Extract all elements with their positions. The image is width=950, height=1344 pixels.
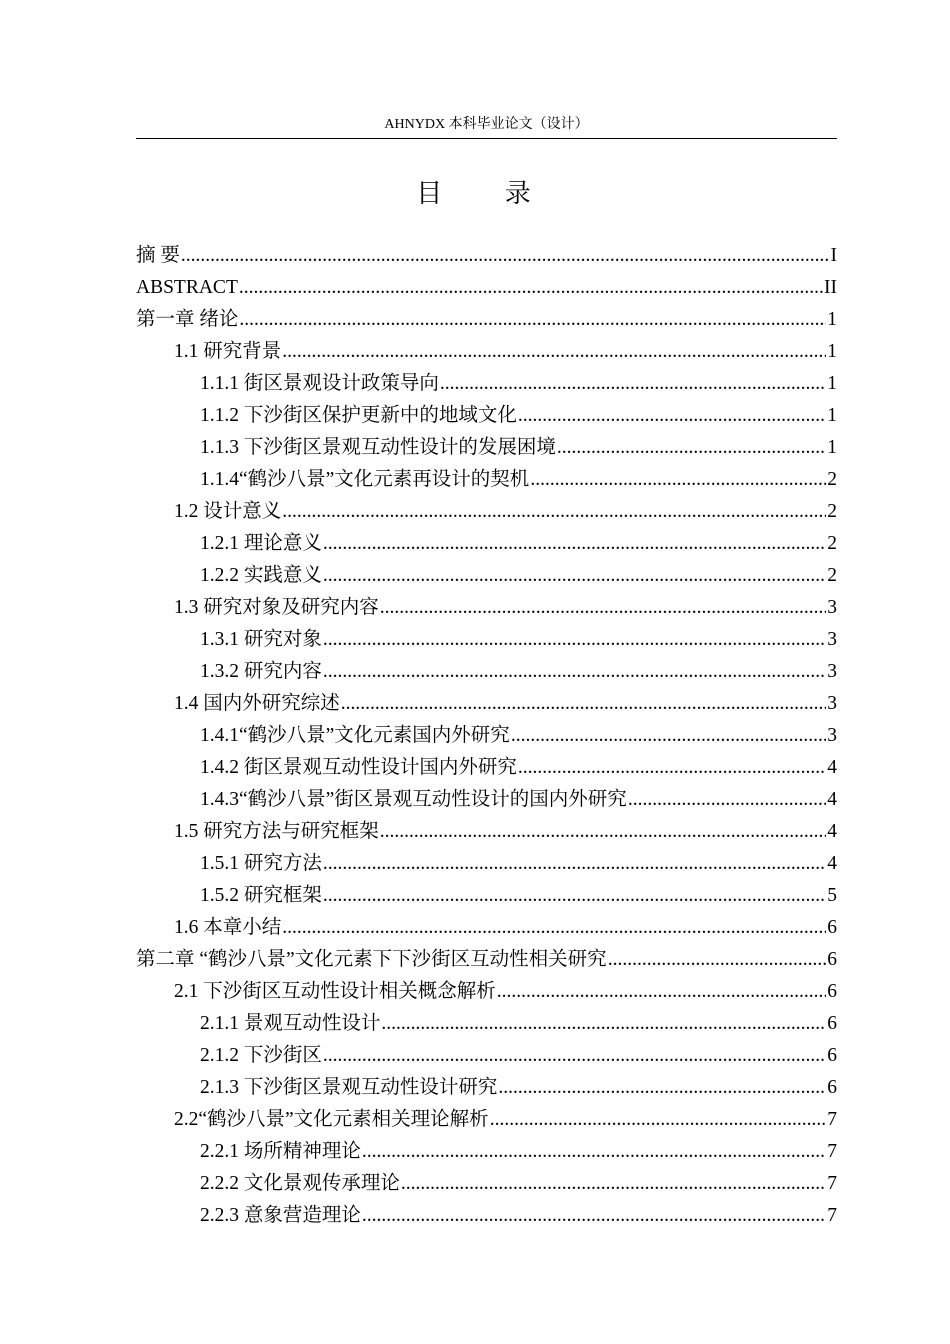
toc-entry[interactable] bbox=[136, 240, 837, 272]
toc-entry-page-number: I bbox=[830, 245, 837, 266]
toc-entry[interactable] bbox=[136, 1104, 837, 1136]
toc-entry-label: 1.5.1 研究方法 bbox=[200, 853, 322, 874]
toc-entry-page-number: 6 bbox=[827, 1045, 837, 1066]
toc-entry-page-number: 1 bbox=[827, 341, 837, 362]
toc-entry-label: 1.6 本章小结 bbox=[174, 917, 282, 938]
toc-entry-label: 1.3.1 研究对象 bbox=[200, 629, 322, 650]
toc-entry-label: 1.5.2 研究框架 bbox=[200, 885, 322, 906]
toc-entry-page-number: 7 bbox=[827, 1173, 837, 1194]
toc-dot-leader bbox=[341, 688, 826, 720]
toc-entry[interactable] bbox=[136, 560, 837, 592]
toc-entry[interactable] bbox=[136, 912, 837, 944]
toc-entry-page-number: 7 bbox=[827, 1109, 837, 1130]
toc-entry-page-number: 6 bbox=[827, 917, 837, 938]
toc-entry[interactable] bbox=[136, 624, 837, 656]
toc-dot-leader bbox=[518, 752, 826, 784]
toc-entry-page-number: 6 bbox=[827, 981, 837, 1002]
toc-entry-page-number: 4 bbox=[827, 789, 837, 810]
toc-entry-page-number: 1 bbox=[827, 437, 837, 458]
toc-dot-leader bbox=[323, 560, 826, 592]
toc-entry-label: 1.1.1 街区景观设计政策导向 bbox=[200, 373, 439, 394]
toc-dot-leader bbox=[282, 496, 826, 528]
toc-entry-label: 摘 要 bbox=[136, 245, 180, 266]
toc-dot-leader bbox=[490, 1104, 827, 1136]
toc-dot-leader bbox=[362, 1136, 826, 1168]
toc-entry-page-number: 2 bbox=[827, 501, 837, 522]
toc-dot-leader bbox=[440, 368, 826, 400]
toc-entry-page-number: II bbox=[824, 277, 837, 298]
toc-entry-label: 1.1 研究背景 bbox=[174, 341, 282, 362]
toc-entry[interactable] bbox=[136, 1008, 837, 1040]
toc-entry-page-number: 7 bbox=[827, 1205, 837, 1226]
toc-entry-label: 第一章 绪论 bbox=[136, 309, 239, 330]
toc-dot-leader bbox=[608, 944, 827, 976]
toc-entry[interactable] bbox=[136, 1200, 837, 1232]
toc-entry-page-number: 7 bbox=[827, 1141, 837, 1162]
toc-entry-page-number: 1 bbox=[827, 373, 837, 394]
toc-entry-label: 1.4.3“鹤沙八景”街区景观互动性设计的国内外研究 bbox=[200, 789, 627, 810]
toc-entry[interactable] bbox=[136, 304, 837, 336]
toc-dot-leader bbox=[380, 592, 826, 624]
toc-dot-leader bbox=[323, 848, 826, 880]
toc-dot-leader bbox=[381, 1008, 826, 1040]
toc-entry[interactable] bbox=[136, 1136, 837, 1168]
toc-entry-label: 2.1 下沙街区互动性设计相关概念解析 bbox=[174, 981, 496, 1002]
toc-dot-leader bbox=[362, 1200, 826, 1232]
toc-entry-label: 2.2.1 场所精神理论 bbox=[200, 1141, 361, 1162]
toc-dot-leader bbox=[530, 464, 826, 496]
toc-dot-leader bbox=[282, 912, 826, 944]
toc-dot-leader bbox=[239, 272, 823, 304]
toc-dot-leader bbox=[323, 528, 826, 560]
toc-entry[interactable] bbox=[136, 336, 837, 368]
toc-entry-label: 2.2“鹤沙八景”文化元素相关理论解析 bbox=[174, 1109, 489, 1130]
toc-entry-label: 1.4.2 街区景观互动性设计国内外研究 bbox=[200, 757, 517, 778]
toc-entry-label: 1.2 设计意义 bbox=[174, 501, 282, 522]
toc-entry[interactable] bbox=[136, 400, 837, 432]
toc-dot-leader bbox=[323, 624, 826, 656]
toc-entry-page-number: 5 bbox=[827, 885, 837, 906]
toc-entry[interactable] bbox=[136, 272, 837, 304]
toc-entry[interactable] bbox=[136, 816, 837, 848]
toc-entry-label: ABSTRACT bbox=[136, 277, 238, 298]
toc-entry-page-number: 3 bbox=[827, 661, 837, 682]
toc-entry-page-number: 2 bbox=[827, 565, 837, 586]
toc-entry-label: 1.5 研究方法与研究框架 bbox=[174, 821, 379, 842]
toc-entry[interactable] bbox=[136, 496, 837, 528]
toc-entry-page-number: 3 bbox=[827, 629, 837, 650]
toc-dot-leader bbox=[282, 336, 826, 368]
toc-title: 目 录 bbox=[416, 179, 559, 208]
toc-entry[interactable] bbox=[136, 592, 837, 624]
toc-entry-label: 1.2.1 理论意义 bbox=[200, 533, 322, 554]
toc-entry-page-number: 3 bbox=[827, 725, 837, 746]
toc-entry-label: 1.1.2 下沙街区保护更新中的地域文化 bbox=[200, 405, 517, 426]
toc-dot-leader bbox=[323, 1040, 826, 1072]
toc-entry-label: 第二章 “鹤沙八景”文化元素下下沙街区互动性相关研究 bbox=[136, 949, 607, 970]
toc-entry[interactable] bbox=[136, 464, 837, 496]
toc-entry-label: 1.4.1“鹤沙八景”文化元素国内外研究 bbox=[200, 725, 510, 746]
toc-entry-page-number: 6 bbox=[827, 1077, 837, 1098]
toc-dot-leader bbox=[497, 976, 826, 1008]
toc-dot-leader bbox=[401, 1168, 826, 1200]
toc-entry[interactable] bbox=[136, 528, 837, 560]
toc-entry-label: 1.4 国内外研究综述 bbox=[174, 693, 340, 714]
toc-entry-label: 1.2.2 实践意义 bbox=[200, 565, 322, 586]
toc-entry-page-number: 3 bbox=[827, 693, 837, 714]
toc-entry[interactable] bbox=[136, 1168, 837, 1200]
toc-dot-leader bbox=[323, 880, 826, 912]
toc-dot-leader bbox=[181, 240, 830, 272]
toc-dot-leader bbox=[498, 1072, 826, 1104]
toc-entry-page-number: 4 bbox=[827, 853, 837, 874]
toc-dot-leader bbox=[239, 304, 826, 336]
toc-entry[interactable] bbox=[136, 784, 837, 816]
running-header: AHNYDX 本科毕业论文（设计） bbox=[384, 117, 589, 132]
header-rule bbox=[136, 138, 837, 139]
toc-entry-page-number: 4 bbox=[827, 757, 837, 778]
toc-entry[interactable] bbox=[136, 368, 837, 400]
toc-dot-leader bbox=[518, 400, 826, 432]
toc-dot-leader bbox=[380, 816, 826, 848]
toc-entry-page-number: 6 bbox=[827, 949, 837, 970]
toc-entry-label: 1.1.3 下沙街区景观互动性设计的发展困境 bbox=[200, 437, 556, 458]
toc-entry-page-number: 4 bbox=[827, 821, 837, 842]
toc-entry-page-number: 2 bbox=[827, 533, 837, 554]
toc-entry[interactable] bbox=[136, 720, 837, 752]
toc-entry-label: 1.3 研究对象及研究内容 bbox=[174, 597, 379, 618]
toc-entry-label: 1.3.2 研究内容 bbox=[200, 661, 322, 682]
toc-entry[interactable] bbox=[136, 848, 837, 880]
toc-entry[interactable] bbox=[136, 976, 837, 1008]
toc-entry-label: 2.1.1 景观互动性设计 bbox=[200, 1013, 381, 1034]
toc-entry[interactable] bbox=[136, 1040, 837, 1072]
toc-entry-page-number: 2 bbox=[827, 469, 837, 490]
toc-entry[interactable] bbox=[136, 656, 837, 688]
toc-entry-page-number: 1 bbox=[827, 405, 837, 426]
toc-dot-leader bbox=[511, 720, 826, 752]
toc-dot-leader bbox=[557, 432, 826, 464]
table-of-contents bbox=[136, 240, 837, 1232]
toc-entry-label: 2.2.3 意象营造理论 bbox=[200, 1205, 361, 1226]
toc-entry-label: 2.2.2 文化景观传承理论 bbox=[200, 1173, 400, 1194]
toc-entry-page-number: 1 bbox=[827, 309, 837, 330]
toc-entry[interactable] bbox=[136, 880, 837, 912]
toc-entry[interactable] bbox=[136, 1072, 837, 1104]
toc-entry[interactable] bbox=[136, 432, 837, 464]
toc-entry[interactable] bbox=[136, 688, 837, 720]
toc-entry[interactable] bbox=[136, 752, 837, 784]
toc-entry-page-number: 6 bbox=[827, 1013, 837, 1034]
toc-entry-label: 1.1.4“鹤沙八景”文化元素再设计的契机 bbox=[200, 469, 530, 490]
toc-entry[interactable] bbox=[136, 944, 837, 976]
toc-entry-page-number: 3 bbox=[827, 597, 837, 618]
toc-entry-label: 2.1.2 下沙街区 bbox=[200, 1045, 322, 1066]
toc-dot-leader bbox=[628, 784, 826, 816]
toc-dot-leader bbox=[323, 656, 826, 688]
toc-entry-label: 2.1.3 下沙街区景观互动性设计研究 bbox=[200, 1077, 498, 1098]
